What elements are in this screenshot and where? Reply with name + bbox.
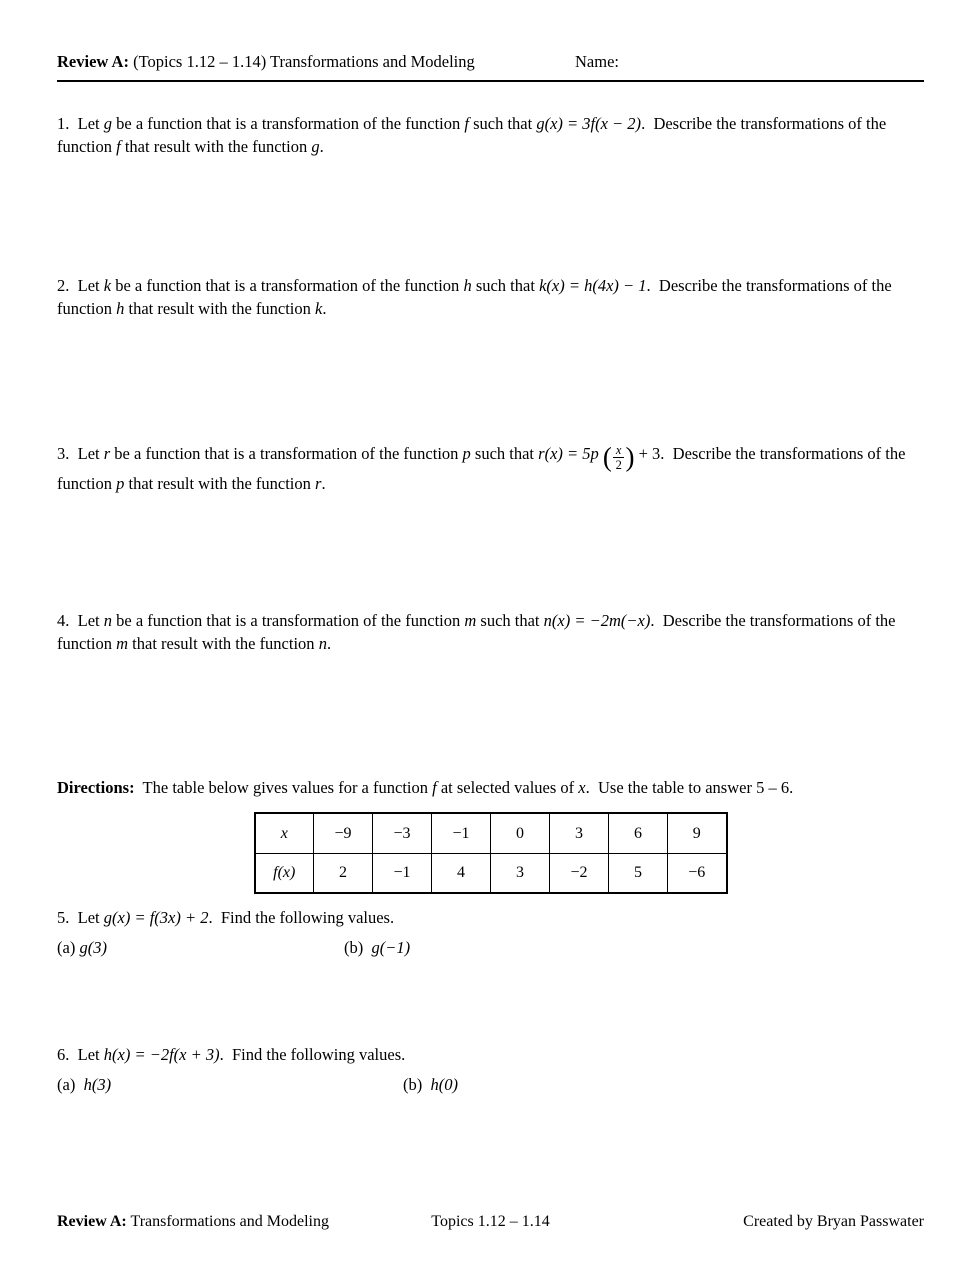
problem-6-stem: 6. Let h(x) = −2f(x + 3). Find the following values. (57, 1045, 406, 1065)
problem-5-part-b: (b) g(−1) (344, 938, 411, 958)
table-cell: 2 (314, 853, 373, 893)
table-row-fx (255, 853, 727, 893)
table-cell: 4 (432, 853, 491, 893)
problem-6-part-b: (b) h(0) (403, 1075, 458, 1095)
header-title-rest: (Topics 1.12 – 1.14) Transformations and Modeling (128, 52, 475, 71)
fraction: ( $\frac{x}{2}$ ) (602, 442, 635, 472)
problem-5-part-a: (a) g(3) (57, 938, 107, 958)
header-title-bold: Review A: (57, 52, 129, 71)
name-label: Name: (575, 52, 619, 71)
problem-5-stem: 5. Let g(x) = f(3x) + 2. Find the following values. (57, 908, 395, 928)
table-row-x (255, 813, 727, 853)
problem-5-parts (57, 936, 924, 959)
footer-left-bold: Review A: (57, 1213, 127, 1230)
document-header (57, 52, 924, 82)
table-cell: 0 (491, 813, 550, 853)
table-cell: −2 (550, 853, 609, 893)
table-cell: 3 (491, 853, 550, 893)
table-cell: −1 (373, 853, 432, 893)
table-header-x: x (255, 813, 314, 853)
table-cell: −3 (373, 813, 432, 853)
footer-center: Topics 1.12 – 1.14 (431, 1213, 550, 1230)
problem-3: 3. Let r be a function that is a transformation of the function p such that r(x) = 5p ( $\frac{x}{2}$ ) + 3. Describe the transformations of the function p that result with the function r. (57, 442, 910, 494)
table-cell: −6 (668, 853, 727, 893)
problem-1: 1. Let g be a function that is a transformation of the function f such that g(x) = 3f(x − 2). Describe the transformations of the function f that result with the function g. (57, 114, 891, 156)
document-footer (57, 1212, 924, 1234)
header-title (57, 52, 475, 71)
table-cell: −9 (314, 813, 373, 853)
footer-left-rest: Transformations and Modeling (126, 1213, 329, 1230)
problem-6-parts (57, 1073, 924, 1096)
table-cell: 6 (609, 813, 668, 853)
table-header-fx: f(x) (255, 853, 314, 893)
table-cell: 3 (550, 813, 609, 853)
directions-text: Directions: The table below gives values for a function f at selected values of x. Use the table to answer 5 – 6. (57, 778, 794, 798)
footer-right: Created by Bryan Passwater (743, 1213, 924, 1230)
table-cell: −1 (432, 813, 491, 853)
problem-4: 4. Let n be a function that is a transformation of the function m such that n(x) = −2m(−x). Describe the transformations of the function m that result with the function n. (57, 611, 900, 654)
problem-2: 2. Let k be a function that is a transformation of the function h such that k(x) = h(4x) − 1. Describe the transformations of the function h that result with the function k. (57, 276, 896, 318)
table-cell: 5 (609, 853, 668, 893)
values-table (254, 812, 728, 894)
table-cell: 9 (668, 813, 727, 853)
problem-6-part-a: (a) h(3) (57, 1075, 112, 1095)
